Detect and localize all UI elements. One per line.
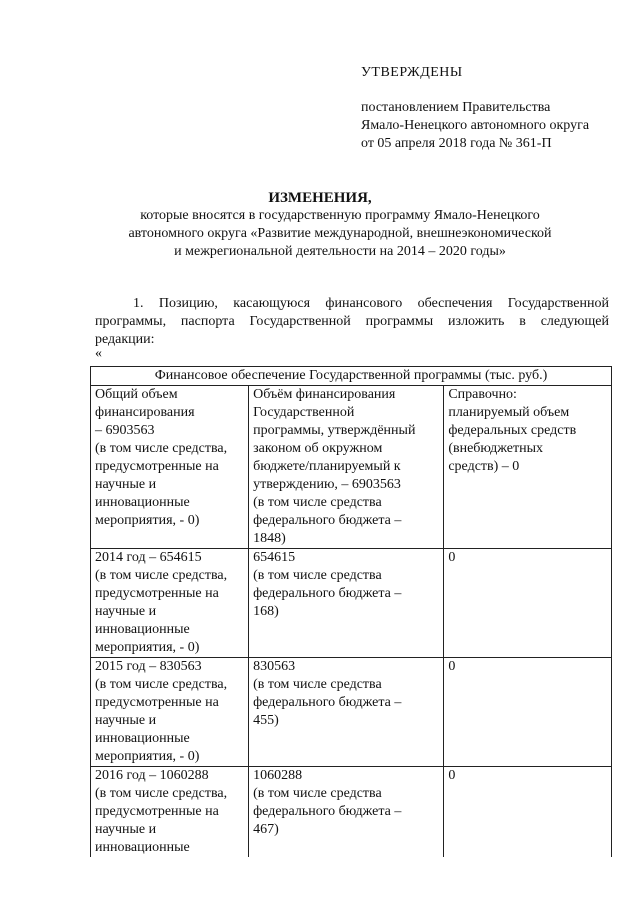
cell-text: инновационные xyxy=(95,495,190,510)
opening-quote: « xyxy=(95,346,102,361)
table-header: Финансовое обеспечение Государственной программы (тыс. руб.) xyxy=(91,367,612,386)
table-cell xyxy=(91,386,249,549)
cell-text: научные и xyxy=(95,477,157,492)
paragraph-line-1: 1. Позицию, касающуюся финансового обеспечения Государственной xyxy=(133,296,609,311)
table-cell xyxy=(249,658,444,767)
cell-text: 168) xyxy=(253,604,279,619)
table-cell xyxy=(444,658,612,767)
cell-text: научные и xyxy=(95,713,157,728)
cell-text: Общий объем xyxy=(95,387,178,402)
cell-text: 0 xyxy=(448,550,456,565)
table-row xyxy=(91,386,612,549)
subtitle-line-3: и межрегиональной деятельности на 2014 – 2020 годы» xyxy=(174,244,506,259)
table-body xyxy=(91,386,612,858)
cell-text: 1848) xyxy=(253,531,286,546)
table-row xyxy=(91,549,612,658)
cell-text: (в том числе средства, xyxy=(95,677,228,692)
cell-text: программы, утверждённый xyxy=(253,423,416,438)
approval-block xyxy=(361,64,589,153)
cell-text: инновационные xyxy=(95,840,190,855)
approval-line-1: постановлением Правительства xyxy=(361,100,551,115)
cell-text: (в том числе средства, xyxy=(95,568,228,583)
cell-text: предусмотренные на xyxy=(95,459,219,474)
cell-text: предусмотренные на xyxy=(95,586,219,601)
table-cell xyxy=(91,767,249,858)
cell-text: – 6903563 xyxy=(95,423,155,438)
cell-text: федеральных средств xyxy=(448,423,577,438)
cell-text: Государственной xyxy=(253,405,355,420)
cell-text: 2016 год – 1060288 xyxy=(95,768,209,783)
cell-text: планируемый объем xyxy=(448,405,570,420)
document-title: ИЗМЕНЕНИЯ, xyxy=(268,190,372,206)
approval-title: УТВЕРЖДЕНЫ xyxy=(361,65,463,80)
cell-text: (в том числе средства xyxy=(253,677,382,692)
document-subtitle xyxy=(0,207,640,261)
cell-text: 654615 xyxy=(253,550,296,565)
cell-text: 0 xyxy=(448,768,456,783)
cell-text: инновационные xyxy=(95,622,190,637)
subtitle-line-1: которые вносятся в государственную программу Ямало-Ненецкого xyxy=(140,208,540,223)
cell-text: Объём финансирования xyxy=(253,387,396,402)
paragraph-1 xyxy=(95,295,609,349)
cell-text: (в том числе средства, xyxy=(95,441,228,456)
table-cell xyxy=(249,767,444,858)
cell-text: 2014 год – 654615 xyxy=(95,550,202,565)
financing-table xyxy=(90,366,612,857)
cell-text: научные и xyxy=(95,822,157,837)
cell-text: 0 xyxy=(448,659,456,674)
cell-text: предусмотренные на xyxy=(95,804,219,819)
table-header-row xyxy=(91,367,612,386)
cell-text: финансирования xyxy=(95,405,195,420)
table-row xyxy=(91,767,612,858)
cell-text: (в том числе средства xyxy=(253,786,382,801)
cell-text: 1060288 xyxy=(253,768,303,783)
table-cell xyxy=(91,658,249,767)
cell-text: инновационные xyxy=(95,731,190,746)
table-cell xyxy=(249,386,444,549)
cell-text: федерального бюджета – xyxy=(253,513,402,528)
table-cell xyxy=(444,767,612,858)
approval-line-2: Ямало-Ненецкого автономного округа xyxy=(361,118,590,133)
table-row xyxy=(91,658,612,767)
table-cell xyxy=(91,549,249,658)
cell-text: 830563 xyxy=(253,659,296,674)
cell-text: научные и xyxy=(95,604,157,619)
cell-text: 2015 год – 830563 xyxy=(95,659,202,674)
cell-text: (в том числе средства, xyxy=(95,786,228,801)
cell-text: средств) – 0 xyxy=(448,459,520,474)
cell-text: законом об окружном xyxy=(253,441,383,456)
cell-text: федерального бюджета – xyxy=(253,695,402,710)
cell-text: федерального бюджета – xyxy=(253,586,402,601)
subtitle-line-2: автономного округа «Развитие международной, внешнеэкономической xyxy=(128,226,552,241)
approval-line-3: от 05 апреля 2018 года № 361-П xyxy=(361,136,552,151)
cell-text: бюджете/планируемый к xyxy=(253,459,401,474)
cell-text: (в том числе средства xyxy=(253,568,382,583)
table-cell xyxy=(444,549,612,658)
cell-text: мероприятия, - 0) xyxy=(95,749,200,764)
paragraph-line-3: редакции: xyxy=(95,332,155,347)
table-cell xyxy=(444,386,612,549)
cell-text: утверждению, – 6903563 xyxy=(253,477,401,492)
cell-text: Справочно: xyxy=(448,387,517,402)
cell-text: 455) xyxy=(253,713,279,728)
cell-text: мероприятия, - 0) xyxy=(95,513,200,528)
cell-text: мероприятия, - 0) xyxy=(95,640,200,655)
cell-text: федерального бюджета – xyxy=(253,804,402,819)
cell-text: 467) xyxy=(253,822,279,837)
paragraph-line-2: программы, паспорта Государственной программы изложить в следующей xyxy=(95,314,609,329)
table-cell xyxy=(249,549,444,658)
cell-text: (внебюджетных xyxy=(448,441,544,456)
cell-text: предусмотренные на xyxy=(95,695,219,710)
cell-text: (в том числе средства xyxy=(253,495,382,510)
